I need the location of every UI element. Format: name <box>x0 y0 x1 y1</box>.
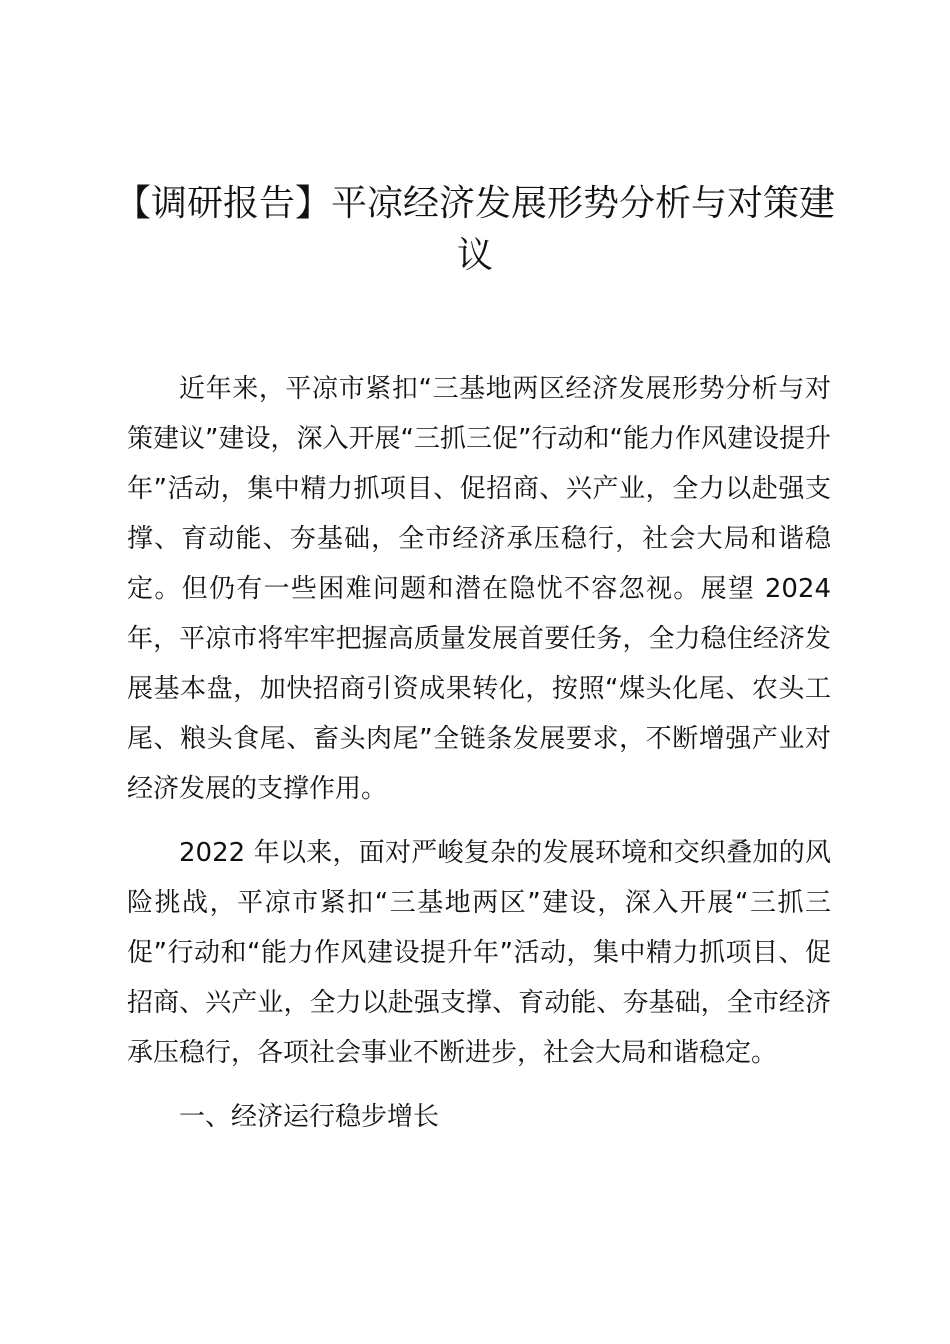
document-title: 【调研报告】平凉经济发展形势分析与对策建议 <box>114 183 835 276</box>
paragraph-intro: 近年来，平凉市紧扣“三基地两区经济发展形势分析与对策建议”建设，深入开展“三抓三促”行动和“能力作风建设提升年”活动，集中精力抓项目、促招商、兴产业，全力以赴强支撑、育动能、夯基础，全市经济承压稳行，社会大局和谐稳定。但仍有一些困难问题和潜在隐忧不容忽视。展望 2024 年，平凉市将牢牢把握高质量发展首要任务，全力稳住经济发展基本盘，加快招商引资成果转化，按照“煤头化尾、农头工尾、粮头食尾、畜头肉尾”全链条发展要求，不断增强产业对经济发展的支撑作用。 <box>127 374 831 804</box>
paragraph-block-2 <box>127 828 831 1078</box>
section-heading: 一、经济运行稳步增长 <box>179 1102 440 1132</box>
paragraph-background: 2022 年以来，面对严峻复杂的发展环境和交织叠加的风险挑战，平凉市紧扣“三基地两区”建设，深入开展“三抓三促”行动和“能力作风建设提升年”活动，集中精力抓项目、促招商、兴产业，全力以赴强支撑、育动能、夯基础，全市经济承压稳行，各项社会事业不断进步，社会大局和谐稳定。 <box>127 838 831 1068</box>
paragraph-block-1 <box>127 364 831 814</box>
